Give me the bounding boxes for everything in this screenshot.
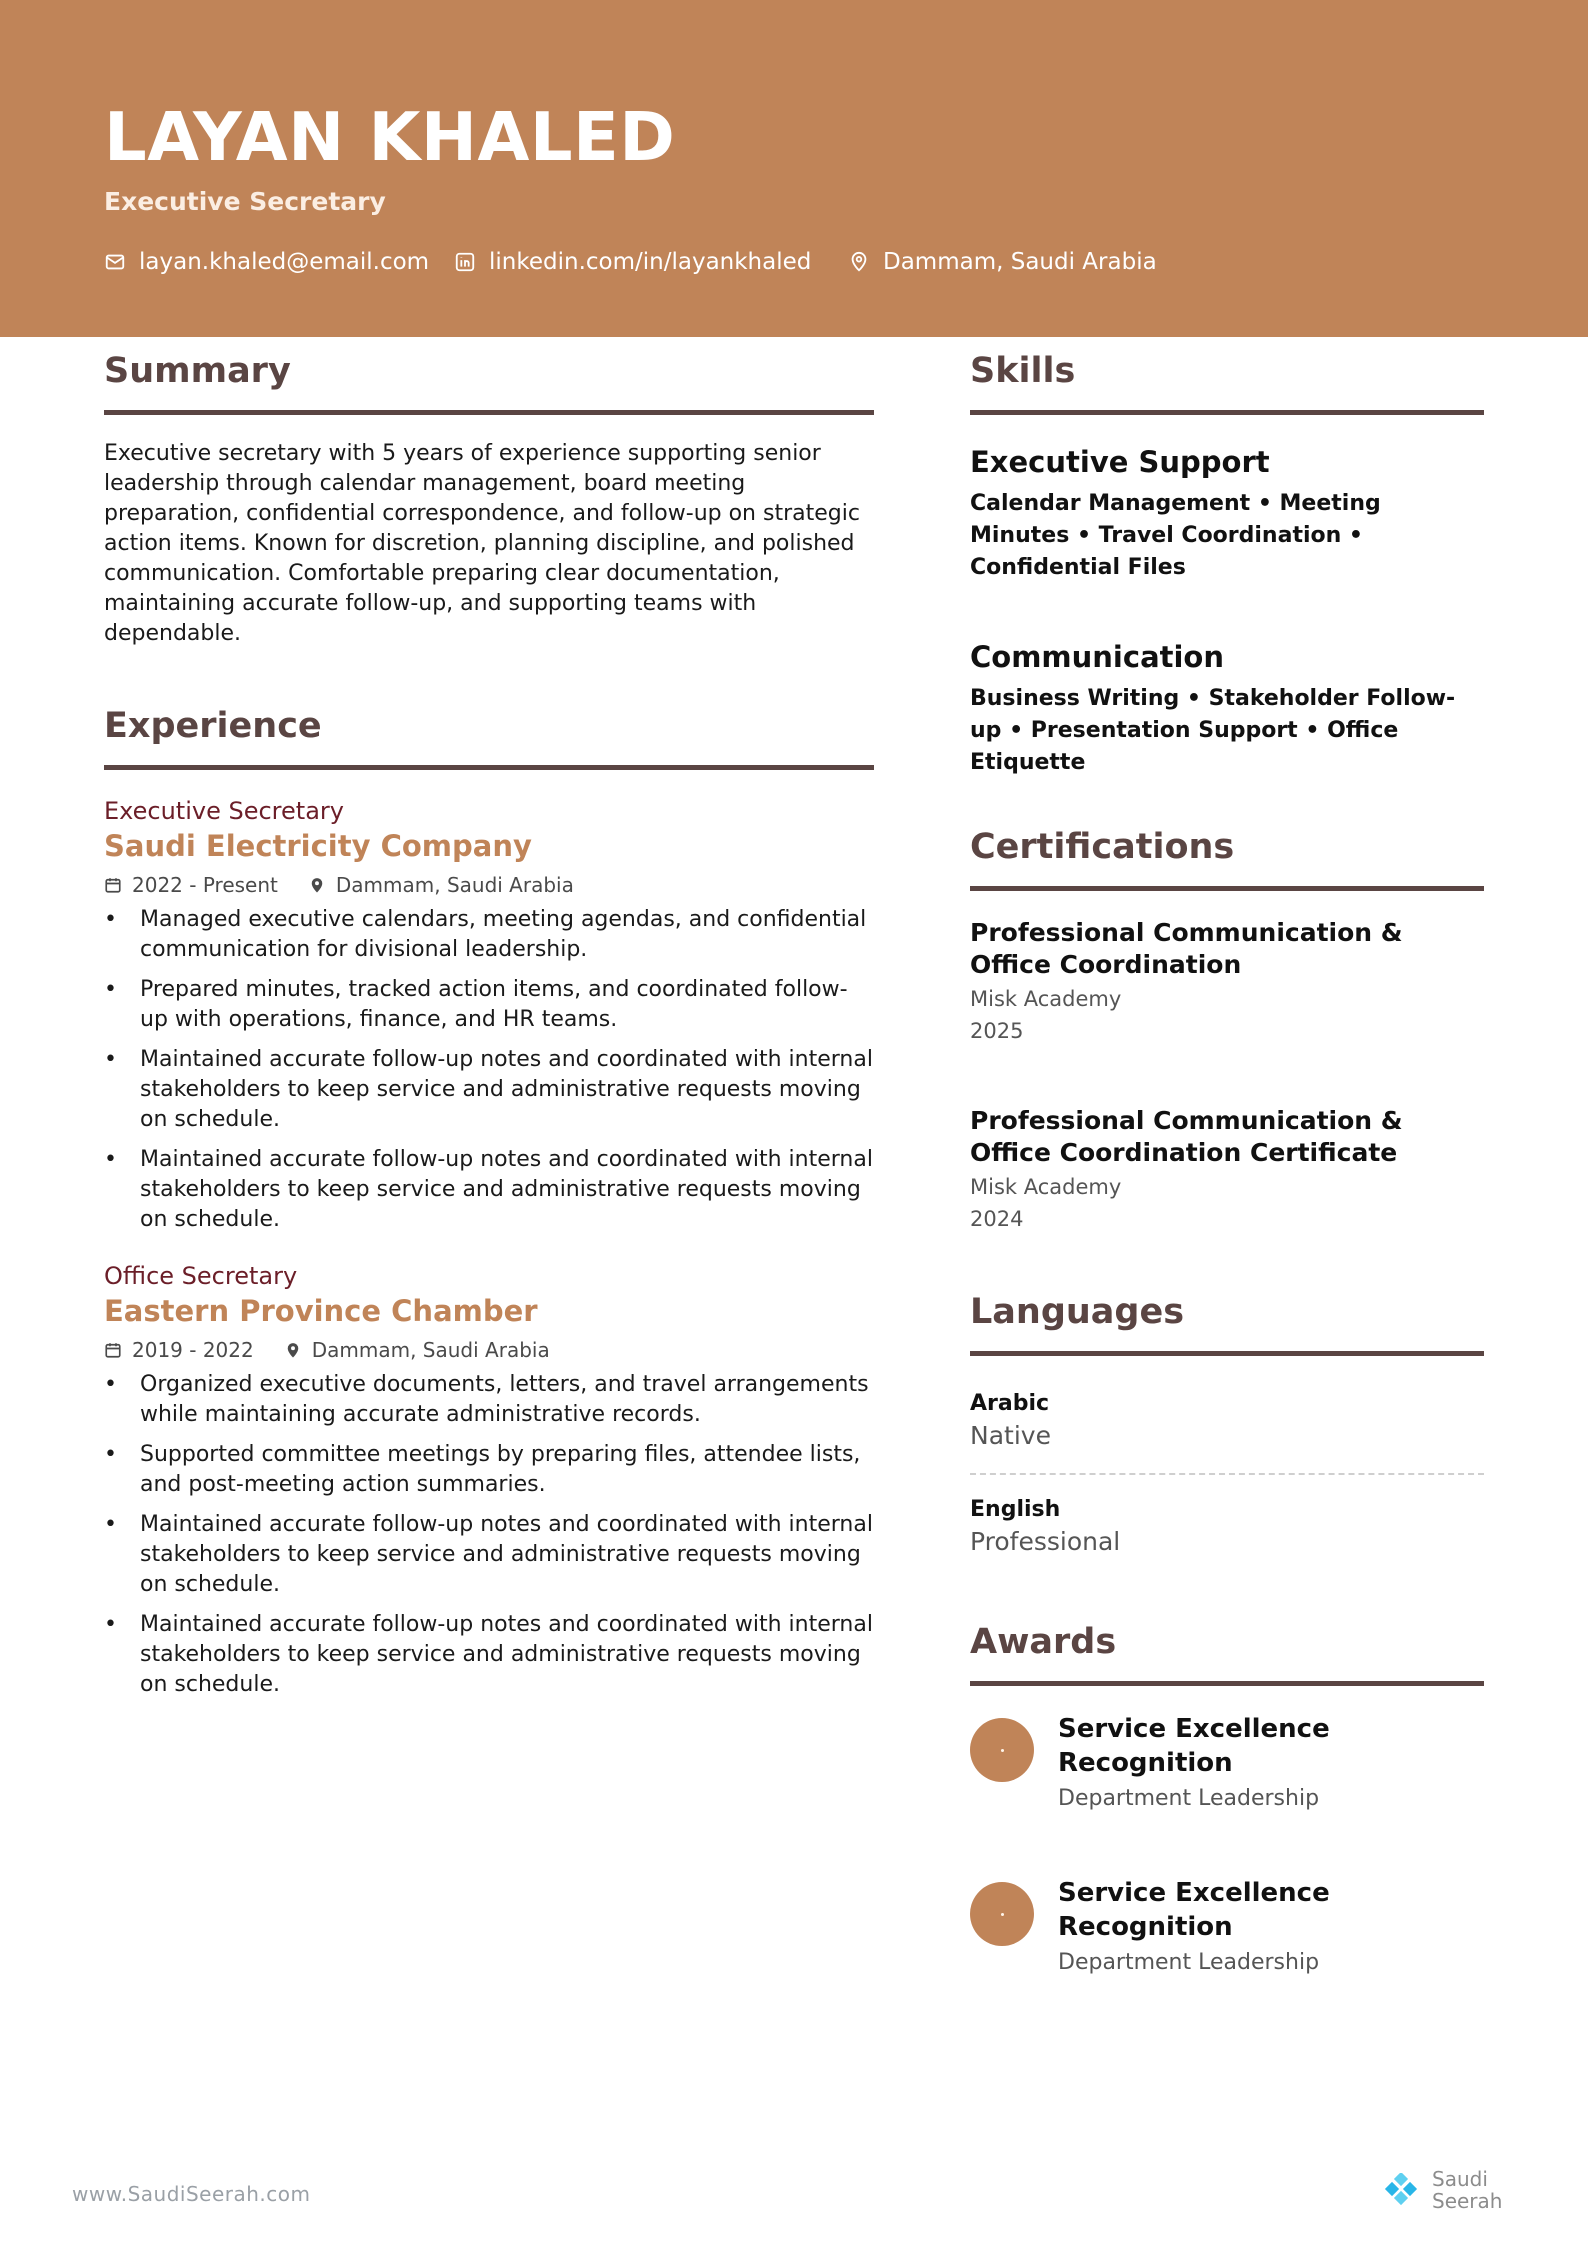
certification-name: Professional Communication & Office Coordination Certificate (970, 1106, 1403, 1167)
section-title: Certifications (970, 827, 1235, 867)
bullet-item: • Maintained accurate follow-up notes and coordinated with internal stakeholders to keep service and administrative requests moving on schedule. (104, 1045, 874, 1135)
job-entry (104, 795, 874, 1235)
section-divider (104, 765, 874, 770)
bullet-item: • Supported committee meetings by preparing files, attendee lists, and post-meeting action summaries. (104, 1440, 874, 1500)
contact-linkedin[interactable] (454, 246, 811, 278)
job-title: Executive Secretary (104, 797, 344, 825)
header-banner (0, 0, 1588, 337)
skill-category: Executive Support (970, 445, 1270, 479)
map-pin-icon (284, 1341, 302, 1359)
job-bullets (104, 905, 874, 1235)
contact-location (848, 246, 1157, 278)
bullet-item: • Organized executive documents, letters, and travel arrangements while maintaining accurate administrative records. (104, 1370, 874, 1430)
bullet-item: • Maintained accurate follow-up notes and coordinated with internal stakeholders to keep service and administrative requests moving on schedule. (104, 1610, 874, 1700)
award-title: Service Excellence Recognition (1058, 1878, 1330, 1942)
skill-group (970, 638, 1484, 779)
bullet-item: • Prepared minutes, tracked action items, and coordinated follow-up with operations, finance, and HR teams. (104, 975, 874, 1035)
calendar-icon (104, 876, 122, 894)
footer-url[interactable]: www.SaudiSeerah.com (72, 2182, 311, 2206)
language-level: Professional (970, 1527, 1121, 1556)
certification-name: Professional Communication & Office Coordination (970, 918, 1403, 979)
section-title: Experience (104, 706, 322, 746)
company-name: Eastern Province Chamber (104, 1294, 538, 1328)
language-item (970, 1495, 1484, 1559)
job-location: Dammam, Saudi Arabia (335, 873, 574, 897)
map-pin-icon (848, 251, 870, 273)
skill-group (970, 443, 1484, 584)
mail-icon (104, 251, 126, 273)
contact-email-text: layan.khaled@email.com (139, 249, 430, 275)
contact-email[interactable] (104, 246, 429, 278)
language-item (970, 1389, 1484, 1453)
section-title: Languages (970, 1292, 1185, 1332)
job-meta (104, 1336, 874, 1364)
award-item (970, 1876, 1484, 1980)
job-dates: 2019 - 2022 (132, 1338, 254, 1362)
bullet-item: • Maintained accurate follow-up notes and coordinated with internal stakeholders to keep service and administrative requests moving on schedule. (104, 1145, 874, 1235)
languages-section (970, 1289, 1484, 1559)
section-title: Summary (104, 351, 291, 391)
awards-section (970, 1619, 1484, 1980)
section-divider (104, 410, 874, 415)
award-badge-icon (970, 1882, 1034, 1946)
job-bullets (104, 1370, 874, 1700)
job-location: Dammam, Saudi Arabia (311, 1338, 550, 1362)
left-column (104, 337, 874, 1710)
award-issuer: Department Leadership (1058, 1950, 1320, 1975)
skills-section (970, 337, 1484, 779)
language-name: English (970, 1497, 1061, 1522)
linkedin-icon (454, 251, 476, 273)
job-dates: 2022 - Present (132, 873, 278, 897)
section-divider (970, 1351, 1484, 1356)
section-divider (970, 886, 1484, 891)
diamond-logo-icon (1384, 2173, 1418, 2207)
skill-items: Calendar Management • Meeting Minutes • Travel Coordination • Confidential Files (970, 491, 1381, 580)
language-name: Arabic (970, 1391, 1050, 1416)
award-badge-icon (970, 1718, 1034, 1782)
language-level: Native (970, 1421, 1051, 1450)
certification-item (970, 917, 1484, 1047)
certification-year: 2024 (970, 1207, 1024, 1231)
certification-issuer: Misk Academy (970, 1175, 1122, 1199)
bullet-item: • Managed executive calendars, meeting agendas, and confidential communication for divisional leadership. (104, 905, 874, 965)
company-name: Saudi Electricity Company (104, 829, 532, 863)
language-divider (970, 1473, 1484, 1475)
brand-name-line2: Seerah (1432, 2189, 1503, 2213)
award-item (970, 1712, 1484, 1816)
contact-linkedin-text: linkedin.com/in/layankhaled (489, 249, 812, 275)
brand-logo (1384, 2168, 1502, 2212)
candidate-role: Executive Secretary (104, 187, 386, 216)
certification-year: 2025 (970, 1019, 1024, 1043)
skill-items: Business Writing • Stakeholder Follow-up • Presentation Support • Office Etiquette (970, 686, 1456, 775)
summary-text: Executive secretary with 5 years of experience supporting senior leadership through calendar management, board meeting preparation, confidential correspondence, and follow-up on strategic action items. Known for discretion, planning discipline, and polished communication. Comfortable preparing clear documentation, maintaining accurate follow-up, and supporting teams with dependable. (104, 441, 860, 646)
award-issuer: Department Leadership (1058, 1786, 1320, 1811)
right-column (970, 337, 1484, 1980)
job-meta (104, 871, 874, 899)
section-divider (970, 410, 1484, 415)
brand-name-line1: Saudi (1432, 2167, 1488, 2191)
section-title: Awards (970, 1622, 1117, 1662)
certification-item (970, 1105, 1484, 1235)
section-title: Skills (970, 351, 1076, 391)
calendar-icon (104, 1341, 122, 1359)
bullet-item: • Maintained accurate follow-up notes and coordinated with internal stakeholders to keep service and administrative requests moving on schedule. (104, 1510, 874, 1600)
summary-section (104, 337, 874, 649)
certification-issuer: Misk Academy (970, 987, 1122, 1011)
section-divider (970, 1681, 1484, 1686)
job-title: Office Secretary (104, 1262, 298, 1290)
contact-location-text: Dammam, Saudi Arabia (883, 249, 1157, 275)
map-pin-icon (308, 876, 326, 894)
skill-category: Communication (970, 640, 1225, 674)
job-entry (104, 1260, 874, 1700)
award-title: Service Excellence Recognition (1058, 1714, 1330, 1778)
certifications-section (970, 824, 1484, 1235)
candidate-name: LAYAN KHALED (104, 98, 676, 176)
experience-section (104, 703, 874, 1700)
